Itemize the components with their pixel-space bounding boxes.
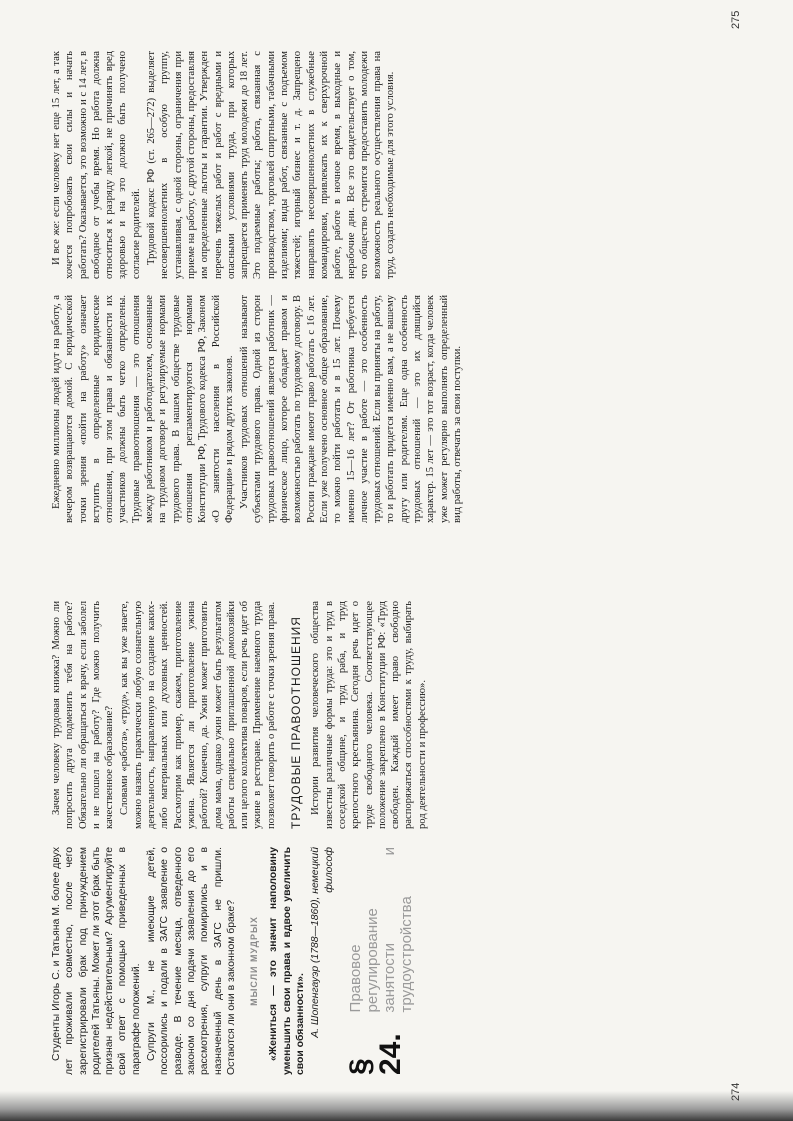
body-paragraph: Истории развития человеческого общества известны различные формы труда: это и труд в соседской общине, и труд раба, и труд крепостного крестьянина. Сегодня речь идет о труде свободного человека. Соответствующее положение закреплено в Конституции РФ: «Труд свободен. Каждый имеет право свободно распоряжаться способностями к труду, выбирать род деятельности и профессию». xyxy=(310,601,428,829)
body-paragraph: И все же: если человеку нет еще 15 лет, а так хочется попробовать свои силы и начать работать? Оказывается, это возможно и с 14 лет, в свободное от учебы время. Но работа должна относиться к разряду легкой, не причинять вред здоровью и на это должно быть получено согласие родителей. xyxy=(51,51,142,279)
body-paragraph: Участников трудовых отношений называют субъектами трудового права. Одной из сторон трудовых правоотношений является работник — физическое лицо, которое обладает правом и возможностью работать по трудовому договору. В России граждане имеют право работать с 16 лет. Если уже получено основное общее образование, то можно пойти работать и в 15 лет. Почему именно 15—16 лет? От работника требуется личное участие в работе — это особенность трудовых отношений. Если вы приняты на работу, то и работать придется именно вам, а не вашему другу или родителям. Еще одна особенность трудовых отношений — это их длящийся характер. 15 лет — это тот возраст, когда человек уже может регулярно выполнять определенный вид работы, отвечать за свои поступки. xyxy=(239,295,463,523)
body-paragraph: Ежедневно миллионы людей идут на работу, а вечером возвращаются домой. С юридической точки зрения «пойти на работу» означает вступить в определенные юридические отношения, при этом права и обязанности их участников должны быть четко определены. Трудовые правоотношения — это отношения между работником и работодателем, основанные на трудовом договоре и регулируемые нормами трудового права. В нашем обществе трудовые отношения регламентируются нормами Конституции РФ, Трудового кодекса РФ, Законом «О занятости населения в Российской Федерации» и рядом других законов. xyxy=(51,295,235,523)
section-title-line1: Правовое регулирование xyxy=(346,908,381,1013)
quote-author: А. Шопенгауэр (1788—1860), немецкий философ xyxy=(310,847,335,1038)
page-number-left: 274 xyxy=(730,1082,742,1101)
section-title-line2: занятости и трудоустройства xyxy=(380,847,415,1013)
section-number: § 24. xyxy=(343,1033,407,1075)
intro-questions: Зачем человеку трудовая книжка? Можно ли попросить друга подменить тебя на работе? Обязательно ли обращаться к врачу, если заболел и не пошел на работу? Где можно получить качественное образование? xyxy=(51,601,116,829)
section-heading xyxy=(343,847,415,1075)
body-paragraph: Трудовой кодекс РФ (ст. 265—272) выделяет несовершеннолетних в особую группу, устанавливая, с одной стороны, ограничения при приеме на работу, с другой стороны, предоставляя им определенные льготы и гарантии. Утвержден перечень тяжелых работ и работ с вредными и опасными условиями труда, при которых запрещается применять труд молодежи до 18 лет. Это подземные работы; работа, связанная с производством, торговлей спиртными, табачными изделиями; виды работ, связанные с подъемом тяжестей; игорный бизнес и т. д. Запрещено направлять несовершеннолетних в служебные командировки, привлекать их к сверхурочной работе, работе в ночное время, в выходные и нерабочие дни. Все это свидетельствует о том, что общество стремится предоставить молодежи возможность реального осуществления права на труд, создать необходимые для этого условия. xyxy=(146,51,397,279)
right-column-1 xyxy=(50,295,466,523)
task-paragraph: Супруги М., не имеющие детей, поссорились и подали в ЗАГС заявление о разводе. В течение месяца, отведенного законом со дня подачи заявления до его рассмотрения, супруги помирились и в назначенный день в ЗАГС не пришли. Остаются ли они в законном браке? xyxy=(146,847,237,1075)
page-number-right: 275 xyxy=(730,10,742,29)
quote-label: МЫСЛИ МУДРЫХ xyxy=(249,916,260,1006)
task-paragraph: Студенты Игорь С. и Татьяна М. более двух лет проживали совместно, после чего зарегистрировали брак под принуждением родителей Татьяны. Может ли этот брак быть признан недействительным? Аргументируйте свой ответ с помощью приведенных в параграфе положений. xyxy=(51,847,142,1075)
right-column-2 xyxy=(50,51,400,279)
left-page xyxy=(0,561,793,1121)
subheading: ТРУДОВЫЕ ПРАВООТНОШЕНИЯ xyxy=(289,616,304,829)
section-title xyxy=(346,847,415,1012)
body-paragraph: Словами «работа», «труд», как вы уже знаете, можно назвать практически любую сознательную деятельность, направленную на создание каких-либо материальных или духовных ценностей. Рассмотрим как пример, скажем, приготовление ужина. Является ли приготовление ужина работой? Конечно, да. Ужин может приготовить дома мама, однако ужин может быть результатом работы специально приглашенной домохозяйки или целого коллектива поваров, если речь идет об ужине в ресторане. Применение наемного труда позволяет говорить о работе с точки зрения права. xyxy=(119,601,277,829)
quote-text: «Жениться — это значит наполовину уменьшить свои права и вдвое увеличить свои обязанности». xyxy=(268,847,307,1075)
left-column-1 xyxy=(50,847,425,1075)
left-column-2 xyxy=(50,601,431,829)
